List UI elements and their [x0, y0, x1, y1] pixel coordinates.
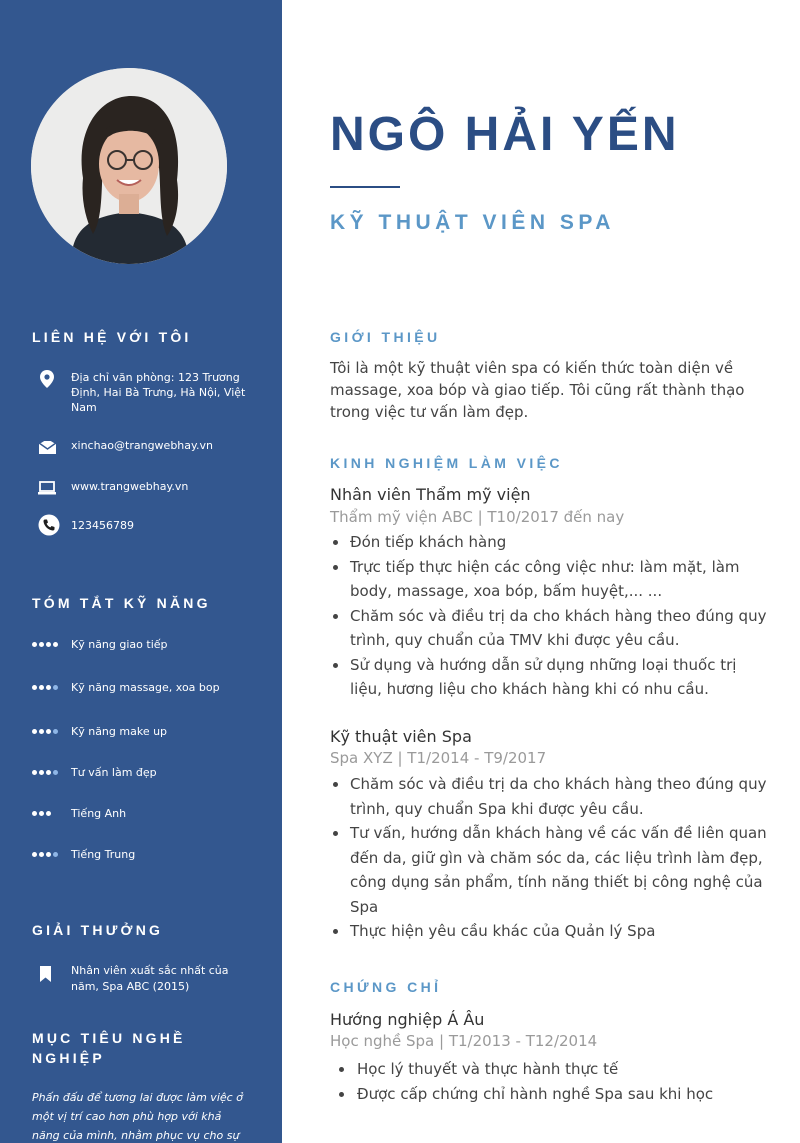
list-item: Trực tiếp thực hiện các công việc như: làm mặt, làm body, massage, xoa bóp, bấm huyệt,... ... — [330, 555, 770, 604]
job-2-meta: Spa XYZ | T1/2014 - T9/2017 — [330, 749, 547, 767]
skill-label: Tiếng Trung — [71, 848, 136, 861]
bookmark-icon — [40, 966, 51, 986]
skill-label: Kỹ năng massage, xoa bop — [71, 681, 220, 694]
contact-heading: LIÊN HỆ VỚI TÔI — [32, 329, 192, 345]
list-item: Đón tiếp khách hàng — [330, 530, 770, 555]
skill-label: Tư vấn làm đẹp — [71, 766, 157, 779]
skill-level-dots — [32, 811, 51, 817]
certificates-heading: CHỨNG CHỈ — [330, 979, 442, 995]
profile-photo — [31, 68, 227, 264]
award-text: Nhân viên xuất sắc nhất của năm, Spa ABC (2015) — [71, 964, 229, 993]
website-text[interactable]: www.trangwebhay.vn — [71, 480, 189, 493]
avatar — [31, 68, 227, 264]
goal-heading: MỤC TIÊU NGHỀ NGHIỆP — [32, 1030, 186, 1066]
skills-heading: TÓM TẮT KỸ NĂNG — [32, 595, 211, 611]
certificate-bullets — [330, 1057, 770, 1106]
job-1-title: Nhân viên Thẩm mỹ viện — [330, 485, 531, 504]
skill-label: Tiếng Anh — [71, 807, 127, 820]
skill-level-dots — [32, 770, 58, 776]
intro-heading: GIỚI THIỆU — [330, 329, 441, 345]
list-item: Thực hiện yêu cầu khác của Quản lý Spa — [330, 919, 770, 944]
location-pin-icon — [38, 370, 56, 388]
certificate-title: Hướng nghiệp Á Âu — [330, 1010, 485, 1029]
title-divider — [330, 186, 400, 188]
list-item: Tư vấn, hướng dẫn khách hàng về các vấn đề liên quan đến da, giữ gìn và chăm sóc da, các liệu trình làm đẹp, công dụng sản phẩm, tính năng thiết bị công nghệ của Spa — [330, 821, 770, 919]
skill-level-dots — [32, 729, 58, 735]
sidebar — [0, 0, 282, 1143]
main-content — [282, 0, 800, 1143]
list-item: Chăm sóc và điều trị da cho khách hàng theo đúng quy trình, quy chuẩn Spa khi được yêu cầu. — [330, 772, 770, 821]
goal-text: Phấn đấu để tương lai được làm việc ở một vị trí cao hơn phù hợp với khả năng của mình, nhằm phục vụ cho sự — [32, 1091, 243, 1142]
skill-item — [32, 637, 262, 653]
awards-heading: GIẢI THƯỞNG — [32, 922, 164, 938]
list-item: Chăm sóc và điều trị da cho khách hàng theo đúng quy trình, quy chuẩn của TMV khi được yêu cầu. — [330, 604, 770, 653]
candidate-name: NGÔ HẢI YẾN — [330, 108, 680, 161]
certificate-meta: Học nghề Spa | T1/2013 - T12/2014 — [330, 1032, 598, 1050]
job-1-meta: Thẩm mỹ viện ABC | T10/2017 đến nay — [330, 508, 625, 526]
email-text[interactable]: xinchao@trangwebhay.vn — [71, 439, 213, 452]
list-item: Được cấp chứng chỉ hành nghề Spa sau khi học — [330, 1082, 770, 1107]
experience-heading: KINH NGHIỆM LÀM VIỆC — [330, 455, 563, 471]
phone-icon — [38, 514, 60, 536]
skill-level-dots — [32, 852, 58, 858]
job-1-bullets — [330, 530, 770, 702]
skill-level-dots — [32, 642, 58, 648]
skill-item — [32, 847, 262, 863]
phone-text[interactable]: 123456789 — [71, 519, 134, 532]
skill-level-dots — [32, 685, 58, 691]
skill-label: Kỹ năng giao tiếp — [71, 638, 168, 651]
job-2-bullets — [330, 772, 770, 944]
list-item: Sử dụng và hướng dẫn sử dụng những loại thuốc trị liệu, hương liệu cho khách hàng khi có nhu cầu. — [330, 653, 770, 702]
job-title: KỸ THUẬT VIÊN SPA — [330, 211, 615, 234]
list-item: Học lý thuyết và thực hành thực tế — [330, 1057, 770, 1082]
skill-item — [32, 724, 262, 740]
address-text: Địa chỉ văn phòng: 123 Trương Định, Hai Bà Trưng, Hà Nội, Việt Nam — [71, 371, 246, 414]
intro-text: Tôi là một kỹ thuật viên spa có kiến thức toàn diện về massage, xoa bóp và giao tiếp. Tôi cũng rất thành thạo trong việc tư vấn làm đẹp. — [330, 359, 745, 421]
skill-item — [32, 765, 262, 781]
envelope-icon — [38, 438, 56, 456]
laptop-icon — [38, 479, 56, 497]
skill-item — [32, 806, 262, 822]
job-2-title: Kỹ thuật viên Spa — [330, 727, 472, 746]
skill-item — [32, 680, 262, 696]
skill-label: Kỹ năng make up — [71, 725, 168, 738]
